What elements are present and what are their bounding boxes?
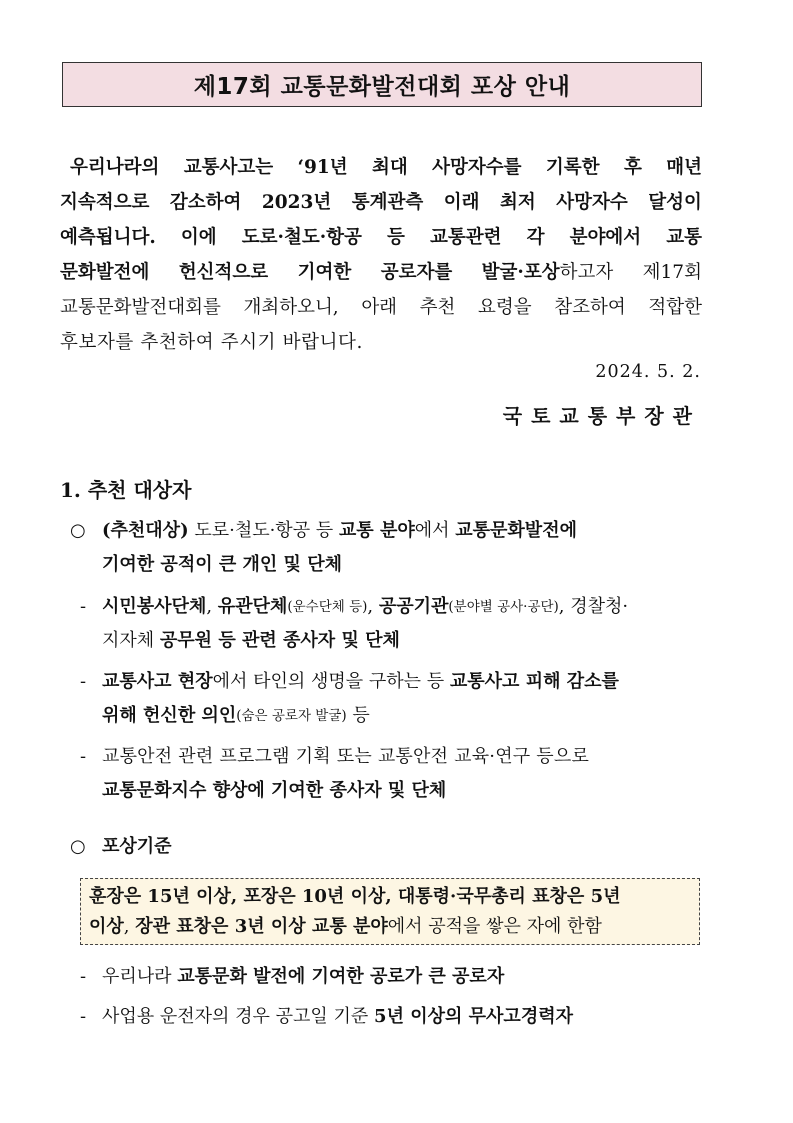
intro-word: 공로자를 [380,262,453,283]
intro-word: 이래 [443,192,480,213]
intro-paragraph [60,150,702,360]
intro-word: 발굴·포상 [481,262,560,283]
intro-word: 최저 [500,192,536,213]
dash-item-accident-hero [80,665,702,733]
intro-word: 참조하여 [554,297,626,318]
intro-word: 감소하여 [169,192,242,213]
criteria-text: 이상 [89,916,124,937]
intro-word: 사망자수 [556,192,628,213]
page-title: 제17회 교통문화발전대회 포상 안내 [193,74,571,100]
dash-note: (숨은 공로자 발굴) [236,708,347,724]
intro-word: 예측됩니다. [60,227,156,248]
intro-word: 통계관측 [351,192,424,213]
dash-text: 에서 타인의 생명을 구하는 등 [212,671,450,692]
intro-word: 매년 [666,157,702,178]
intro-word: 사망자수를 [432,157,522,178]
dash-bullet-icon: - [80,1006,87,1027]
criteria-text: 장관 표창은 3년 이상 교통 분야 [135,916,388,937]
intro-word: 아래 [361,297,398,318]
intro-word: 각 [526,227,545,248]
bullet-text: 에서 [414,520,456,541]
bullet-line-1 [70,514,702,548]
dash-item-civic-groups [80,590,702,658]
dash-item-accident-free-driver [80,1000,702,1034]
bullet-recommend-target [70,514,702,582]
intro-word: 우리나라의 [70,157,160,178]
dash-text: , [206,596,218,617]
dash-text: 우리나라 [102,966,178,987]
intro-line-1 [60,150,702,185]
intro-word: 적합한 [648,297,702,318]
bullet-text: 교통문화발전에 [455,520,577,541]
dash-text: 교통사고 현장 [102,671,213,692]
criteria-box [80,878,700,945]
intro-line-4 [60,255,702,290]
intro-word: 교통문화발전대회를 [60,297,221,318]
intro-word: 후 [623,157,642,178]
issue-date: 2024. 5. 2. [595,362,701,382]
intro-word: 등 [387,227,405,248]
dash-note: (분야별 공사·공단) [448,599,559,615]
intro-word: 이에 [180,227,217,248]
dash-bullet-icon: - [80,746,87,767]
title-box [62,62,702,107]
dash-text: , [367,596,379,617]
dash-text: 5년 이상의 무사고경력자 [374,1006,573,1027]
dash-line-2 [80,624,702,658]
intro-word: ‘91년 [297,157,348,178]
criteria-text: , [123,916,136,937]
intro-word: 지속적으로 [60,192,150,213]
dash-line-1 [80,1000,702,1034]
intro-word: 교통사고는 [183,157,274,178]
dash-text: 유관단체 [217,596,288,617]
dash-text: 교통문화 발전에 기여한 공로가 큰 공로자 [177,966,505,987]
dash-bullet-icon: - [80,966,87,987]
intro-word: 제17회 [642,262,702,283]
intro-word: 문화발전에 [60,262,150,283]
dash-line-1 [80,960,702,994]
bullet-label: 포상기준 [102,836,172,857]
bullet-text: 교통 분야 [338,520,415,541]
intro-word-group [482,255,614,290]
section-heading: 1. 추천 대상자 [60,478,192,502]
intro-word: 분야에서 [569,227,642,248]
intro-word: 하고자 [559,262,614,283]
dash-text: 교통문화지수 향상에 기여한 종사자 및 단체 [102,780,447,801]
dash-note: (운수단체 등) [287,599,368,615]
sender-minister: 국토교통부장관 [502,404,701,428]
dash-line-1 [80,665,702,699]
intro-word: 헌신적으로 [178,262,269,283]
bullet-text: 도로·철도·항공 등 [188,520,339,541]
intro-word: 기여한 [297,262,352,283]
criteria-line-2 [89,912,691,942]
dash-line-2 [80,774,702,808]
intro-line-6 [60,325,702,360]
dash-text: 공무원 등 관련 종사자 및 단체 [159,630,400,651]
intro-word: 도로·철도·항공 [241,227,362,248]
dash-text: 교통사고 피해 감소를 [449,671,619,692]
intro-word: 교통관련 [430,227,502,248]
bullet-line-2 [70,548,702,582]
dash-text: 시민봉사단체 [102,596,207,617]
bullet-award-criteria [70,830,172,864]
intro-word: 교통 [666,227,702,248]
intro-line-5 [60,290,702,325]
dash-text: 공공기관 [378,596,449,617]
intro-word: 요령을 [478,297,532,318]
dash-bullet-icon: - [80,671,87,692]
intro-line-2 [60,185,702,220]
intro-word: 달성이 [648,192,702,213]
intro-word: 개최하오니, [243,297,339,318]
dash-bullet-icon: - [80,596,87,617]
dash-line-2 [80,699,702,733]
criteria-text: 훈장은 15년 이상, 포장은 10년 이상, 대통령·국무총리 표창은 5년 [89,886,621,907]
dash-line-1 [80,590,702,624]
intro-word: 최대 [372,157,408,178]
criteria-line-1 [89,882,691,912]
bullet-label: (추천대상) [102,520,189,541]
bullet-text: 기여한 공적이 큰 개인 및 단체 [102,554,342,575]
dash-text: 사업용 운전자의 경우 공고일 기준 [102,1006,375,1027]
dash-item-contributor [80,960,702,994]
dash-item-safety-program [80,740,702,808]
intro-line-3 [60,220,702,255]
intro-word: 2023년 [261,192,332,213]
dash-text: 지자체 [102,630,160,651]
dash-line-1 [80,740,702,774]
dash-text: 등 [346,705,370,726]
criteria-text: 에서 공적을 쌓은 자에 한함 [387,916,602,937]
dash-text: 교통안전 관련 프로그램 기획 또는 교통안전 교육·연구 등으로 [102,746,590,767]
intro-word: 추천 [419,297,456,318]
bullet-line-1 [70,830,172,864]
dash-text: 위해 헌신한 의인 [102,705,237,726]
dash-text: , 경찰청· [558,596,629,617]
intro-word: 기록한 [545,157,600,178]
circle-bullet-icon: ○ [70,836,86,857]
circle-bullet-icon: ○ [70,520,86,541]
intro-text: 후보자를 추천하여 주시기 바랍니다. [60,332,363,353]
